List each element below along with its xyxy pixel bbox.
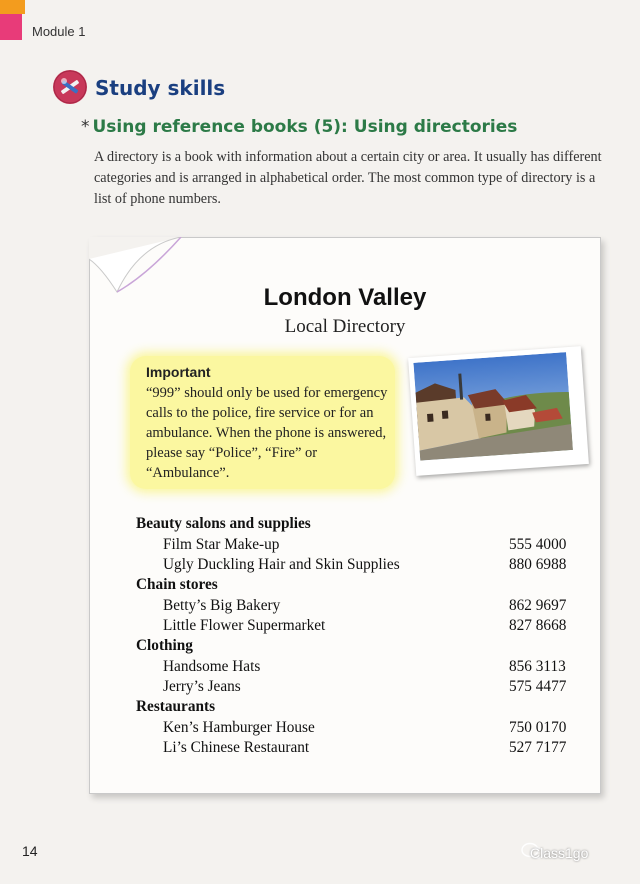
entry-name: Handsome Hats [163,658,261,675]
directory-entry [136,555,576,575]
directory-title: London Valley [263,284,427,311]
intro-paragraph: A directory is a book with information about a certain city or area. It usually has different categories and is arranged in alphabetical order. The most common type of directory is a list of phone numbers. [94,149,602,207]
directory-listing [136,514,576,758]
entry-phone: 750 0170 [509,719,567,736]
entry-phone: 527 7177 [509,739,567,756]
entry-phone: 862 9697 [509,597,567,614]
entry-name: Ugly Duckling Hair and Skin Supplies [163,556,400,573]
watermark: Class1go [530,845,589,861]
module-label: Module 1 [32,24,86,39]
directory-entry [136,718,576,738]
entry-phone: 880 6988 [509,556,567,573]
entry-name: Little Flower Supermarket [163,617,326,634]
entry-phone: 827 8668 [509,617,567,634]
category-heading: Clothing [136,637,193,654]
corner-accent-pink [0,14,22,40]
entry-phone: 856 3113 [509,658,566,675]
entry-name: Jerry’s Jeans [163,678,241,695]
category-heading: Beauty salons and supplies [136,515,311,532]
directory-subtitle: Local Directory [284,316,406,337]
entry-name: Betty’s Big Bakery [163,597,281,614]
section-title: Study skills [95,76,226,100]
category-heading: Restaurants [136,698,216,715]
entry-name: Film Star Make-up [163,536,280,553]
directory-entry [136,738,576,758]
important-heading: Important [146,364,211,380]
directory-entry [136,657,576,677]
study-skills-icon [53,70,87,104]
entry-phone: 555 4000 [509,536,567,553]
directory-entry [136,596,576,616]
subheading-star: * [81,117,90,137]
village-street-image [413,352,572,460]
important-text: “999” should only be used for emergency calls to the police, fire service or for an ambulance. When the phone is answered, please say “Police”, “Fire” or “Ambulance”. [146,385,388,481]
village-photo [408,346,589,476]
entry-phone: 575 4477 [509,678,567,695]
important-note [130,356,395,489]
section-subheading [81,117,517,137]
directory-entry [136,535,576,555]
corner-accent-orange [0,0,25,14]
entry-name: Ken’s Hamburger House [163,719,315,736]
entry-name: Li’s Chinese Restaurant [163,739,310,756]
subheading-text: Using reference books (5): Using directories [92,117,518,137]
directory-entry [136,677,576,697]
directory-entry [136,616,576,636]
page-number: 14 [22,843,38,859]
directory-card [89,237,601,794]
category-heading: Chain stores [136,576,218,593]
